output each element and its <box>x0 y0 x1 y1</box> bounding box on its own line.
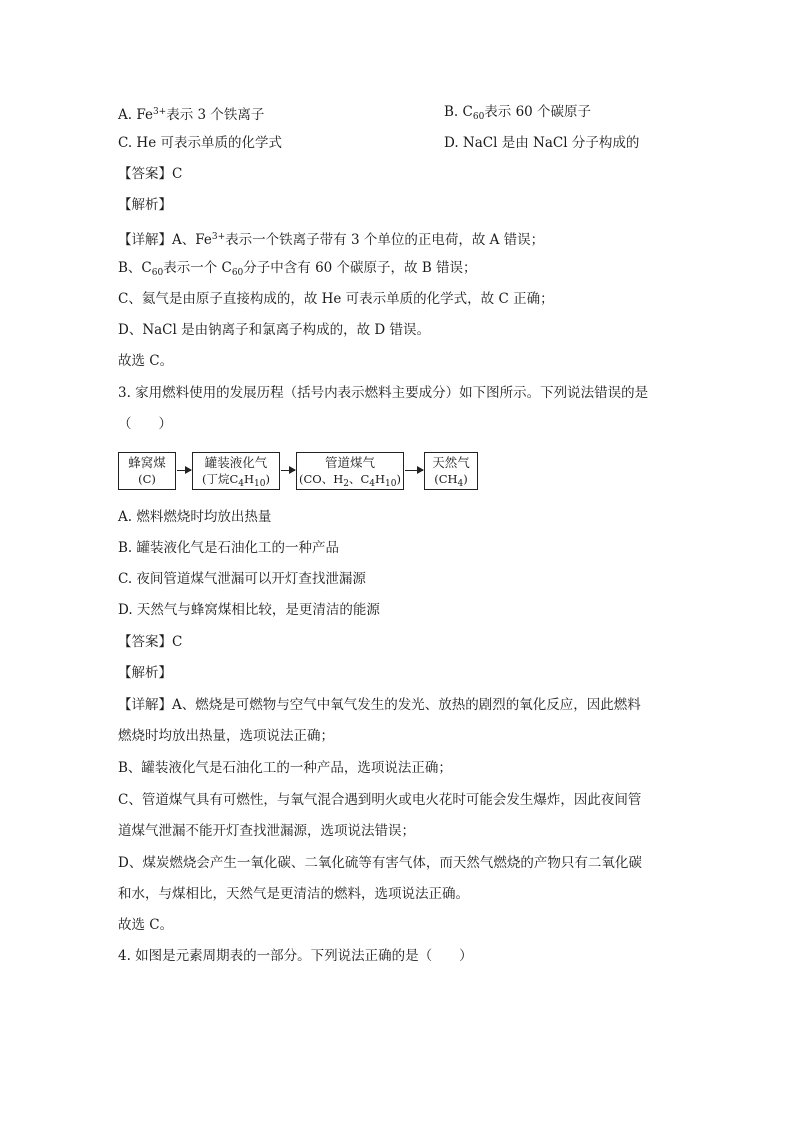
flow-box-lpg: 罐装液化气 (丁烷$C_4H_{10}$) <box>192 452 280 490</box>
flow-box-pipeline-gas: 管道煤气 (CO、$H_2$、$C_4H_{10}$) <box>296 452 404 490</box>
q2-conclusion: 故选 C。 <box>118 353 174 369</box>
flow-arrow-1 <box>177 470 191 471</box>
q2-detail-b: B、$C_{60}$表示一个 $C_{60}$分子中含有 60 个碳原子，故 B 错误； <box>118 260 477 278</box>
q4-stem: 4. 如图是元素周期表的一部分。下列说法正确的是（ ） <box>118 948 473 964</box>
q2-option-b: B. $C_{60}$表示 60 个碳原子 <box>444 104 592 122</box>
q2-detail-d: D、NaCl 是由钠离子和氯离子构成的，故 D 错误。 <box>118 322 431 338</box>
flow-box-honeycomb-coal: 蜂窝煤 (C) <box>118 452 176 490</box>
flow-arrow-3 <box>405 470 423 471</box>
q2-option-d: D. NaCl 是由 NaCl 分子构成的 <box>444 135 640 151</box>
q3-detail-c-line-2: 道煤气泄漏不能开灯查找泄漏源，选项说法错误； <box>118 823 415 839</box>
q3-analysis-heading: 【解析】 <box>118 665 172 681</box>
q2-detail-a: 【详解】A、$Fe^{3+}$表示一个铁离子带有 3 个单位的正电荷，故 A 错误； <box>118 232 545 248</box>
q3-conclusion: 故选 C。 <box>118 917 174 933</box>
q2-option-a: A. $Fe^{3+}$表示 3 个铁离子 <box>118 107 265 123</box>
q3-option-d: D. 天然气与蜂窝煤相比较，是更清洁的能源 <box>118 602 380 618</box>
q3-stem-line-2: （ ） <box>118 416 172 432</box>
flow-arrow-2 <box>281 470 295 471</box>
q3-detail-d-line-1: D、煤炭燃烧会产生一氧化碳、二氧化硫等有害气体，而天然气燃烧的产物只有二氧化碳 <box>118 855 642 871</box>
q3-option-b: B. 罐装液化气是石油化工的一种产品 <box>118 540 340 556</box>
q3-stem-line-1: 3. 家用燃料使用的发展历程（括号内表示燃料主要成分）如下图所示。下列说法错误的是 <box>118 385 649 401</box>
q2-analysis-heading: 【解析】 <box>118 197 172 213</box>
q3-detail-c-line-1: C、管道煤气具有可燃性，与氧气混合遇到明火或电火花时可能会发生爆炸，因此夜间管 <box>118 792 642 808</box>
q2-option-c: C. He 可表示单质的化学式 <box>118 135 282 151</box>
flow-box-natural-gas: 天然气 $(CH_4)$ <box>424 452 478 490</box>
q2-options-row-2 <box>118 133 678 153</box>
q3-answer: 【答案】C <box>118 634 183 650</box>
fuel-history-flow-diagram <box>118 452 488 496</box>
q2-answer: 【答案】C <box>118 166 183 182</box>
q3-detail-d-line-2: 和水，与煤相比，天然气是更清洁的燃料，选项说法正确。 <box>118 886 469 902</box>
q3-option-c: C. 夜间管道煤气泄漏可以开灯查找泄漏源 <box>118 571 366 587</box>
q3-detail-a-line-2: 燃烧时均放出热量，选项说法正确； <box>118 728 334 744</box>
q2-options-row-1 <box>118 102 678 122</box>
q3-detail-b: B、罐装液化气是石油化工的一种产品，选项说法正确； <box>118 760 452 776</box>
q2-detail-c: C、氦气是由原子直接构成的，故 He 可表示单质的化学式，故 C 正确； <box>118 291 554 307</box>
q3-detail-a-line-1: 【详解】A、燃烧是可燃物与空气中氧气发生的发光、放热的剧烈的氧化反应，因此燃料 <box>118 697 641 713</box>
q3-option-a: A. 燃料燃烧时均放出热量 <box>118 509 272 525</box>
